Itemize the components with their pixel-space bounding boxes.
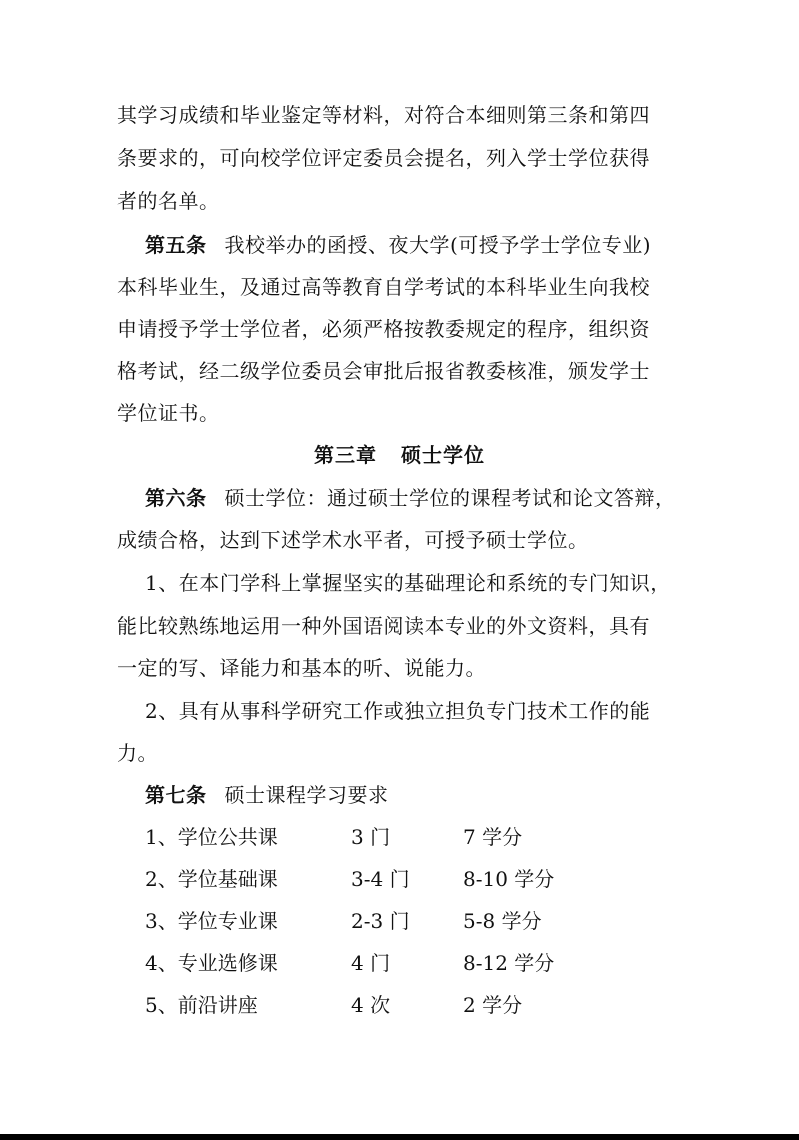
paragraph-line: 本科毕业生，及通过高等教育自学考试的本科毕业生向我校 (117, 275, 650, 299)
paragraph-line: 格考试，经二级学位委员会审批后报省教委核准，颁发学士 (117, 359, 650, 383)
course-row (145, 907, 705, 935)
article-6-first-line (145, 484, 676, 512)
course-credit: 8-10 学分 (463, 867, 555, 891)
paragraph-line: 力。 (117, 741, 158, 765)
course-count: 4 门 (351, 951, 391, 975)
paragraph-line: 成绩合格，达到下述学术水平者，可授予硕士学位。 (117, 528, 589, 552)
article-6-text: 硕士学位：通过硕士学位的课程考试和论文答辩， (224, 486, 676, 510)
course-name: 2、学位基础课 (145, 867, 278, 891)
course-credit: 2 学分 (463, 993, 523, 1017)
course-row (145, 865, 705, 893)
course-name: 5、前沿讲座 (145, 993, 258, 1017)
page-bottom-rule (0, 1134, 799, 1140)
article-5-label: 第五条 (145, 233, 207, 257)
article-7-text: 硕士课程学习要求 (224, 783, 389, 807)
course-row (145, 823, 705, 851)
course-count: 3-4 门 (351, 867, 410, 891)
course-credit: 7 学分 (463, 825, 523, 849)
paragraph-line: 者的名单。 (117, 189, 220, 213)
course-count: 3 门 (351, 825, 391, 849)
paragraph-line: 能比较熟练地运用一种外国语阅读本专业的外文资料，具有 (117, 614, 650, 638)
paragraph-line: 学位证书。 (117, 401, 220, 425)
course-count: 4 次 (351, 993, 391, 1017)
article-6-label: 第六条 (145, 486, 207, 510)
chapter-heading (0, 441, 799, 469)
item-2-line: 2、具有从事科学研究工作或独立担负专门技术工作的能 (145, 699, 651, 723)
course-row (145, 949, 705, 977)
paragraph-line: 一定的写、译能力和基本的听、说能力。 (117, 656, 486, 680)
article-5-first-line (145, 231, 651, 259)
chapter-number: 第三章 (314, 443, 377, 467)
paragraph-line: 其学习成绩和毕业鉴定等材料，对符合本细则第三条和第四 (117, 103, 650, 127)
course-name: 3、学位专业课 (145, 909, 278, 933)
paragraph-line: 条要求的，可向校学位评定委员会提名，列入学士学位获得 (117, 146, 650, 170)
item-1-line: 1、在本门学科上掌握坚实的基础理论和系统的专门知识， (145, 571, 671, 595)
course-credit: 8-12 学分 (463, 951, 555, 975)
course-name: 4、专业选修课 (145, 951, 278, 975)
article-7-label: 第七条 (145, 783, 207, 807)
chapter-title: 硕士学位 (401, 443, 485, 467)
course-row (145, 991, 705, 1019)
course-count: 2-3 门 (351, 909, 410, 933)
course-name: 1、学位公共课 (145, 825, 278, 849)
article-5-text: 我校举办的函授、夜大学(可授予学士学位专业) (224, 233, 652, 257)
course-credit: 5-8 学分 (463, 909, 542, 933)
article-7-line (145, 781, 389, 809)
paragraph-line: 申请授予学士学位者，必须严格按教委规定的程序，组织资 (117, 317, 650, 341)
